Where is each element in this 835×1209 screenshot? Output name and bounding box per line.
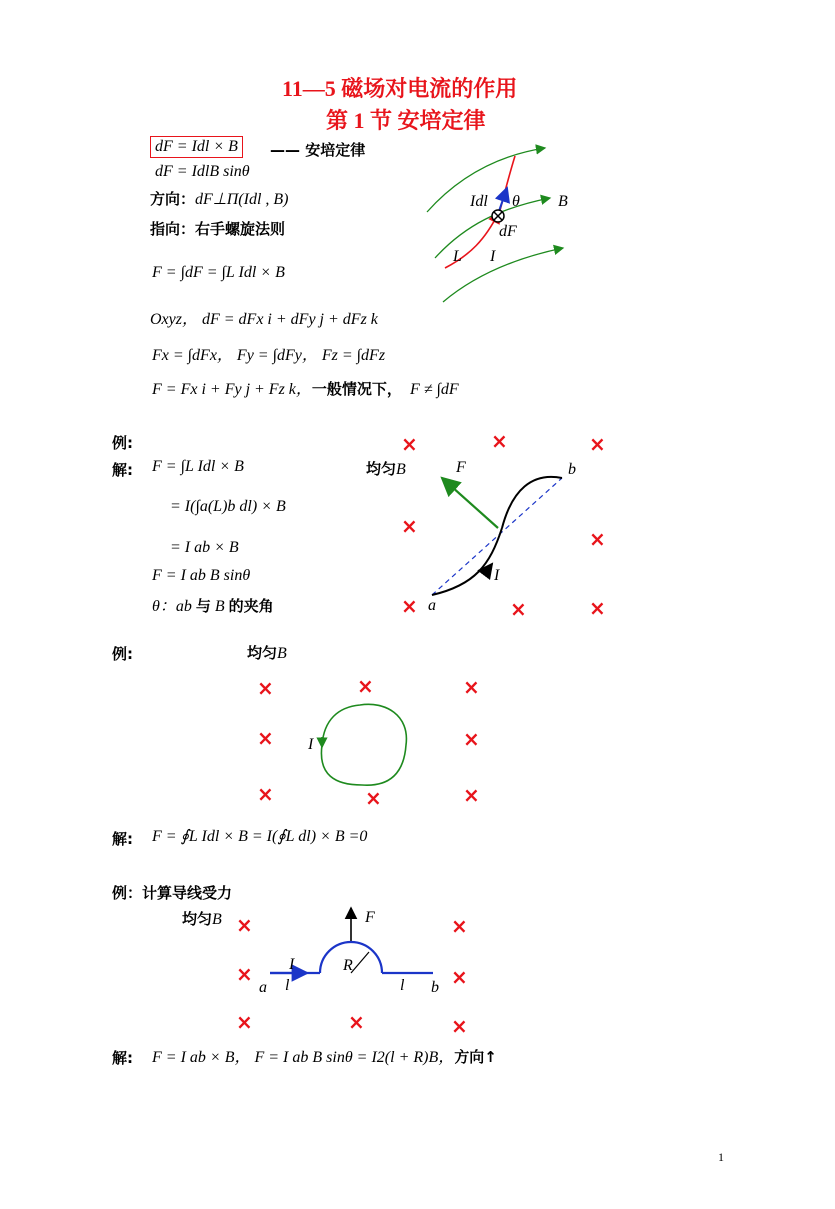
wire-lower [432, 528, 502, 595]
ex3-result-line [152, 1044, 497, 1067]
label-B: B [558, 193, 568, 210]
example2-label: 例: [112, 645, 133, 663]
ex1-step2: = I(∫a(L)b dl) × B [170, 498, 286, 515]
ex3-result: F = I ab × B， F = I ab B sinθ = I2(l + R)B， [152, 1049, 455, 1066]
ex2-result: F = ∮L Idl × B = I(∮L dl) × B =0 [152, 828, 368, 845]
ex3-uniform-line [182, 908, 222, 929]
ex1-theta-and: 与 [195, 597, 211, 615]
general-case-text: 一般情况下， [311, 380, 402, 398]
ex2-I-label: I [308, 736, 314, 753]
field-cross: × [365, 786, 382, 810]
ex1-wire-diagram [420, 450, 590, 615]
ex2-loop-diagram [300, 695, 420, 795]
direction-formula: dF⊥Π(Idl , B) [195, 191, 289, 208]
field-cross: × [348, 1010, 365, 1034]
ex3-solve-label: 解: [112, 1049, 133, 1067]
ex3-uniform-label: 均匀 [182, 910, 213, 928]
field-cross: × [257, 782, 274, 806]
ex1-theta-prefix: θ： [152, 598, 176, 615]
ex1-theta-line [152, 593, 274, 616]
label-idl: Idl [470, 193, 488, 210]
formula-dF-sin: dF = IdlB sinθ [155, 163, 250, 180]
field-cross: × [589, 527, 606, 551]
ex3-I-label: I [289, 956, 295, 973]
page-number: 1 [718, 1150, 724, 1164]
label-dF: dF [499, 223, 517, 240]
radius-line [351, 952, 369, 973]
formula-sum-line [152, 376, 459, 399]
ex1-uniform-B: B [396, 461, 406, 478]
ex3-uniform-B: B [212, 911, 222, 928]
ex1-I-label: I [494, 567, 500, 584]
field-cross: × [463, 675, 480, 699]
ex1-b-label: b [568, 461, 576, 478]
ampere-law-label: —— 安培定律 [270, 141, 366, 159]
example3-label: 例：计算导线受力 [112, 884, 233, 902]
field-cross: × [510, 597, 527, 621]
field-cross: × [401, 514, 418, 538]
ex3-a-label: a [259, 979, 267, 996]
ex3-R-label: R [343, 957, 353, 974]
ex1-step4: F = I ab B sinθ [152, 567, 251, 584]
pointing-rule: 指向：右手螺旋法则 [150, 220, 286, 238]
field-cross: × [236, 1010, 253, 1034]
field-cross: × [451, 1014, 468, 1038]
ex1-F-label: F [456, 459, 466, 476]
field-cross: × [236, 962, 253, 986]
ex2-uniform-B: B [277, 645, 287, 662]
ex3-wire-diagram [255, 900, 455, 1000]
formula-sum: F = Fx i + Fy j + Fz k， [152, 381, 312, 398]
label-theta: θ [512, 193, 520, 210]
ex3-b-label: b [431, 979, 439, 996]
field-cross: × [463, 727, 480, 751]
ex1-uniform-label: 均匀 [366, 460, 397, 478]
ex1-step1: F = ∫L Idl × B [152, 458, 244, 475]
field-cross: × [589, 596, 606, 620]
direction-label: 方向： [150, 190, 196, 208]
ex3-l2-label: l [400, 977, 405, 994]
field-cross: × [236, 913, 253, 937]
ex2-uniform-line [247, 642, 287, 663]
ex3-l1-label: l [285, 977, 290, 994]
field-cross: × [451, 914, 468, 938]
label-L: L [453, 248, 462, 265]
formula-neq: F ≠ ∫dF [409, 381, 459, 398]
example1-label: 例: [112, 434, 133, 452]
ex1-uniform-line [366, 458, 406, 479]
formula-axes: Fx = ∫dFx， Fy = ∫dFy， Fz = ∫dFz [152, 347, 386, 364]
ampere-element-diagram [415, 140, 585, 310]
ex3-direction: 方向↑ [454, 1048, 497, 1066]
field-cross: × [491, 429, 508, 453]
formula-components: Oxyz， dF = dFx i + dFy j + dFz k [150, 311, 378, 328]
boxed-formula: dF = Idl × B [150, 136, 243, 158]
formula-integral: F = ∫dF = ∫L Idl × B [152, 264, 285, 281]
ex1-theta-B: B [214, 598, 225, 615]
field-cross: × [451, 965, 468, 989]
ex2-solve-label: 解: [112, 830, 133, 848]
field-cross: × [401, 594, 418, 618]
label-I: I [490, 248, 496, 265]
field-cross: × [257, 726, 274, 750]
ex1-step3: = I ab × B [170, 539, 239, 556]
force-vector [442, 478, 498, 528]
chapter-title: 11—5 磁场对电流的作用 [282, 76, 518, 101]
ex3-F-label: F [365, 909, 375, 926]
ex1-theta-suffix: 的夹角 [228, 597, 274, 615]
wire-upper [502, 477, 562, 528]
direction-line [150, 188, 288, 209]
ex1-a-label: a [428, 597, 436, 614]
field-cross: × [357, 674, 374, 698]
field-cross: × [401, 432, 418, 456]
field-cross: × [257, 676, 274, 700]
ex2-uniform-label: 均匀 [247, 644, 278, 662]
field-cross: × [589, 432, 606, 456]
example1-solve-label: 解: [112, 461, 133, 479]
closed-loop [321, 704, 406, 785]
field-cross: × [463, 783, 480, 807]
section-title: 第 1 节 安培定律 [326, 108, 486, 133]
ex1-theta-ab: ab [175, 598, 192, 615]
